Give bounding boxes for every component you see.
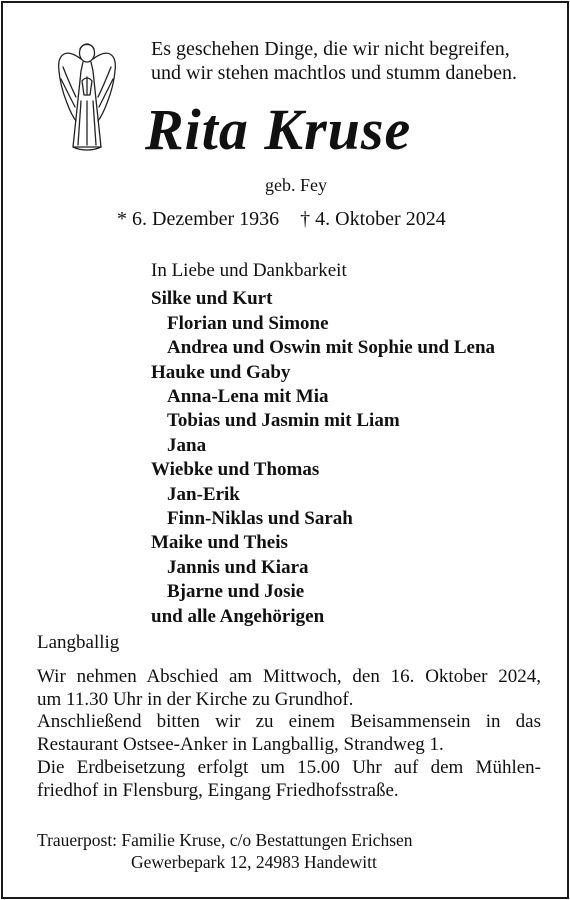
- announcement-line-3: Anschließend bitten wir zu einem Beisammensein in das: [37, 711, 541, 733]
- quote: [151, 37, 551, 85]
- family-member-sub: Bjarne und Josie: [167, 581, 305, 603]
- life-dates: [117, 208, 462, 231]
- family-member-sub: Jan-Erik: [167, 483, 240, 505]
- family-member-sub: Florian und Simone: [167, 312, 329, 334]
- place: Langballig: [37, 632, 120, 653]
- family-rows: [151, 287, 561, 629]
- family-member-sub: Anna-Lena mit Mia: [167, 386, 329, 408]
- quote-line-2: und wir stehen machtlos und stumm daneben.: [151, 62, 518, 84]
- family-list: [151, 259, 561, 629]
- family-member-sub: Finn-Niklas und Sarah: [167, 508, 353, 530]
- mourning-post-line-1: Trauerpost: Familie Kruse, c/o Bestattungen Erichsen: [37, 830, 413, 850]
- deceased-name: Rita Kruse: [145, 97, 412, 162]
- birth-date: * 6. Dezember 1936: [117, 208, 280, 230]
- announcement-line-6: friedhof in Flensburg, Eingang Friedhofsstraße.: [37, 779, 399, 801]
- death-date: † 4. Oktober 2024: [300, 208, 446, 230]
- announcement-line-4: Restaurant Ostsee-Anker in Langballig, Strandweg 1.: [37, 734, 444, 756]
- family-member-sub: Jannis und Kiara: [167, 556, 309, 578]
- family-member: Wiebke und Thomas: [151, 459, 320, 481]
- obituary-notice: [1, 1, 569, 899]
- mourning-post-line-2: Gewerbepark 12, 24983 Handewitt: [131, 852, 377, 872]
- announcement-line-2: um 11.30 Uhr in der Kirche zu Grundhof.: [37, 688, 354, 710]
- family-member-sub: Jana: [167, 434, 207, 456]
- mourning-post: [37, 829, 413, 873]
- quote-line-1: Es geschehen Dinge, die wir nicht begreifen,: [151, 38, 510, 60]
- family-member: Maike und Theis: [151, 532, 288, 554]
- family-member: Hauke und Gaby: [151, 361, 291, 383]
- family-member: Silke und Kurt: [151, 288, 273, 310]
- funeral-announcement: [37, 666, 541, 802]
- family-member-sub: Andrea und Oswin mit Sophie und Lena: [167, 337, 496, 359]
- announcement-line-5: Die Erdbeisetzung erfolgt um 15.00 Uhr auf dem Mühlen-: [37, 756, 541, 778]
- family-member-sub: Tobias und Jasmin mit Liam: [167, 410, 400, 432]
- birth-name: geb. Fey: [265, 175, 327, 195]
- family-intro: In Liebe und Dankbarkeit: [151, 260, 347, 281]
- angel-icon: [51, 37, 123, 155]
- announcement-line-1: Wir nehmen Abschied am Mittwoch, den 16. Oktober 2024,: [37, 666, 541, 687]
- family-member: und alle Angehörigen: [151, 605, 325, 627]
